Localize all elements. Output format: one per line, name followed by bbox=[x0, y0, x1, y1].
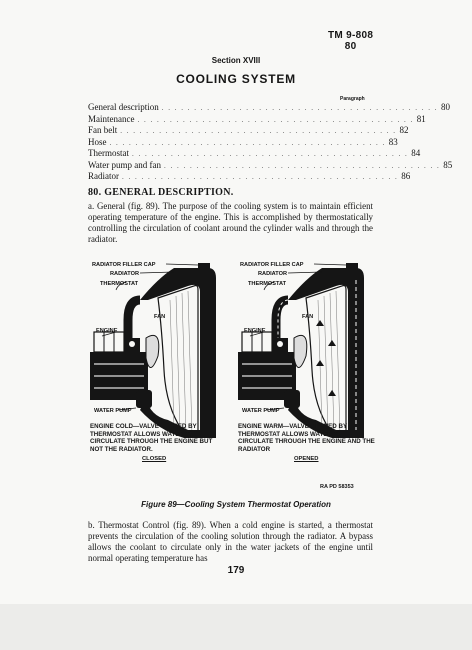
toc-number: 83 bbox=[388, 136, 398, 147]
figure-code: RA PD 58353 bbox=[320, 484, 354, 490]
cold-engine-illustration bbox=[88, 260, 228, 440]
section-label: Section XVIII bbox=[211, 56, 261, 65]
figure-cold-engine bbox=[88, 260, 228, 445]
page-number: 179 bbox=[227, 565, 245, 576]
cold-caption: ENGINE COLD—VALVE CLOSED BY THERMOSTAT ALLOWS WATER TO CIRCULATE THROUGH THE ENGINE BUT NOT THE RADIATOR. bbox=[90, 423, 213, 453]
toc-row: General description . . . . . . . . . . . . . . . . . . . . . . . . . . . . . . . . . . . . . . . . . . . 80 bbox=[88, 102, 450, 112]
thermostat-label: THERMOSTAT bbox=[248, 281, 287, 287]
toc-row: Thermostat . . . . . . . . . . . . . . . . . . . . . . . . . . . . . . . . . . . . . . . . . . . 84 bbox=[88, 148, 421, 158]
toc-number: 82 bbox=[399, 125, 409, 135]
paragraph-number: 80 bbox=[344, 41, 357, 52]
warm-caption-block bbox=[238, 423, 378, 464]
cold-caption-block bbox=[90, 423, 225, 464]
fan-label: FAN bbox=[154, 314, 166, 320]
toc-row: Maintenance . . . . . . . . . . . . . . . . . . . . . . . . . . . . . . . . . . . . . . . . . . . 81 bbox=[88, 113, 426, 124]
paragraph-column-header: Paragraph bbox=[340, 96, 365, 102]
section-heading: 80. GENERAL DESCRIPTION. bbox=[88, 187, 234, 198]
engine-label: ENGINE bbox=[244, 328, 266, 334]
toc-number: 80 bbox=[440, 102, 450, 112]
figure-title: Figure 89—Cooling System Thermostat Operation bbox=[141, 500, 331, 509]
toc-label: Radiator bbox=[88, 171, 119, 181]
toc-label: Fan belt bbox=[88, 125, 118, 135]
toc-label: Maintenance bbox=[88, 113, 135, 124]
warm-sub-label: OPENED bbox=[294, 456, 319, 463]
paragraph-b: b. Thermostat Control (fig. 89). When a cold engine is started, a thermostat prevents the circulation of the cooling solution through the radiator. A bypass allows the coolant to circulate only in the water jackets of the engine until normal operating temperature has bbox=[88, 520, 373, 563]
scan-margin bbox=[0, 604, 472, 650]
toc-number: 86 bbox=[401, 171, 411, 181]
figure-warm-engine bbox=[236, 260, 376, 445]
filler-cap-label: RADIATOR FILLER CAP bbox=[92, 262, 156, 268]
tm-number: TM 9-808 bbox=[328, 30, 374, 41]
toc-row: Fan belt . . . . . . . . . . . . . . . . . . . . . . . . . . . . . . . . . . . . . . . . . . . 82 bbox=[88, 125, 409, 135]
page-title: COOLING SYSTEM bbox=[176, 72, 296, 86]
toc-label: Thermostat bbox=[88, 148, 129, 158]
table-of-contents bbox=[88, 102, 453, 183]
toc-row: Water pump and fan . . . . . . . . . . . . . . . . . . . . . . . . . . . . . . . . . . . . . . . . . . . 85 bbox=[88, 159, 453, 170]
toc-label: Hose bbox=[88, 136, 107, 147]
toc-label: General description bbox=[88, 102, 159, 112]
warm-engine-illustration bbox=[236, 260, 376, 440]
filler-cap-label: RADIATOR FILLER CAP bbox=[240, 262, 304, 268]
radiator-label: RADIATOR bbox=[110, 271, 140, 277]
warm-caption: ENGINE WARM—VALVE OPENED BY THERMOSTAT ALLOWS WATER TO CIRCULATE THROUGH THE ENGINE AND THE RADIATOR bbox=[238, 423, 375, 453]
radiator-label: RADIATOR bbox=[258, 271, 288, 277]
toc-label: Water pump and fan bbox=[88, 159, 161, 170]
toc-row: Radiator . . . . . . . . . . . . . . . . . . . . . . . . . . . . . . . . . . . . . . . . . . . 86 bbox=[88, 171, 411, 181]
toc-number: 81 bbox=[416, 113, 426, 124]
water-pump-label: WATER PUMP bbox=[242, 408, 280, 414]
toc-number: 84 bbox=[411, 148, 421, 158]
page-header bbox=[328, 30, 373, 52]
paragraph-a: a. General (fig. 89). The purpose of the cooling system is to maintain efficient operating temperature of the engine. This is accomplished by thermostatically controlling the circulation of coolant around the cylinder walls and through the radiator. bbox=[88, 201, 373, 244]
cold-sub-label: CLOSED bbox=[142, 456, 167, 463]
thermostat-label: THERMOSTAT bbox=[100, 281, 139, 287]
fan-label: FAN bbox=[302, 314, 314, 320]
engine-label: ENGINE bbox=[96, 328, 118, 334]
water-pump-label: WATER PUMP bbox=[94, 408, 132, 414]
toc-row: Hose . . . . . . . . . . . . . . . . . . . . . . . . . . . . . . . . . . . . . . . . . . . 83 bbox=[88, 136, 398, 147]
toc-number: 85 bbox=[443, 159, 453, 170]
